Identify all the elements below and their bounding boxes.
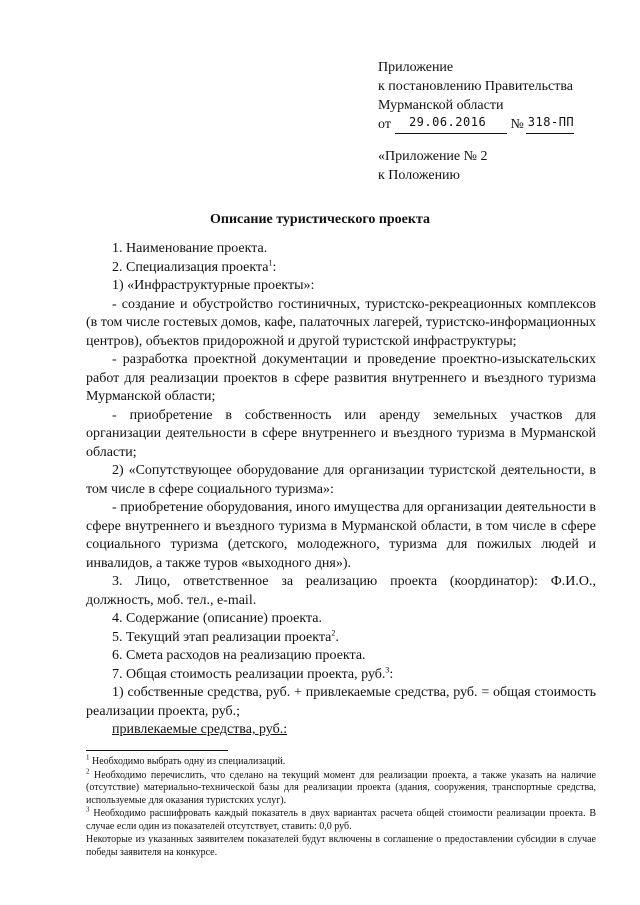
- footnote-ref-2: 2: [331, 627, 336, 637]
- paragraph-13-end: :: [389, 666, 394, 682]
- footnote-2-mark: 2: [86, 767, 90, 776]
- paragraph-8: - приобретение оборудования, иного имущества для организации деятельности в сфере внутреннего и въездного туризма в Мурманской области, в том числе в сфере социального туризма (детского, молодежного, туризма для пожилых людей и инвалидов, а также туров «выходного дня»).: [86, 500, 596, 571]
- appendix-line-2: к Положению: [378, 168, 461, 183]
- footnote-separator: [86, 750, 228, 751]
- footnote-3-mark: 3: [86, 805, 90, 814]
- paragraph-11-text: 5. Текущий этап реализации проекта: [112, 629, 332, 645]
- paragraph-2: [86, 259, 596, 278]
- footnotes: [86, 753, 596, 860]
- footnote-4: Некоторые из указанных заявителем показателей будут включены в соглашение о предоставлении субсидии в случае победы заявителя на конкурсе.: [86, 834, 596, 858]
- footnote-1-text: Необходимо выбрать одну из специализаций.: [89, 756, 286, 767]
- footnote-ref-3: 3: [385, 664, 390, 674]
- footnote-ref-1: 1: [268, 257, 273, 267]
- paragraph-9: 3. Лицо, ответственное за реализацию проекта (координатор): Ф.И.О., должность, моб. тел., e-mail.: [86, 574, 596, 608]
- number-field: [526, 117, 574, 134]
- footnote-3-text: Необходимо расшифровать каждый показатель в двух вариантах расчета общей стоимости реализации проекта. В случае если один из показателей отсутствует, ставить: 0,0 руб.: [86, 808, 596, 832]
- paragraph-3: 1) «Инфраструктурные проекты»:: [112, 278, 315, 293]
- paragraph-12: 6. Смета расходов на реализацию проекта.: [112, 648, 366, 663]
- paragraph-11-end: .: [335, 629, 339, 645]
- approval-header: [378, 58, 618, 134]
- header-line-2: к постановлению Правительства: [378, 79, 574, 94]
- paragraph-13-text: 7. Общая стоимость реализации проекта, руб.: [112, 666, 386, 682]
- appendix-line-1: «Приложение № 2: [378, 149, 488, 164]
- date-field: [395, 117, 507, 134]
- paragraph-2-end: :: [272, 259, 277, 275]
- appendix-reference: [378, 147, 488, 185]
- footnote-1: [86, 753, 596, 769]
- attracted-funds-heading: привлекаемые средства, руб.:: [112, 722, 288, 737]
- paragraph-7: 2) «Сопутствующее оборудование для организации туристской деятельности, в том числе в сфере социального туризма»:: [86, 463, 596, 497]
- header-date-number-line: [378, 115, 618, 134]
- header-line-3: Мурманской области: [378, 98, 504, 113]
- footnote-2: [86, 767, 596, 808]
- document-body: [86, 240, 596, 740]
- paragraph-10: 4. Содержание (описание) проекта.: [112, 611, 322, 626]
- from-label: от: [378, 117, 391, 132]
- paragraph-11: [86, 629, 596, 648]
- number-value: 318-ПП: [527, 115, 575, 129]
- number-label: №: [510, 117, 524, 132]
- paragraph-13: [86, 666, 596, 685]
- date-value: 29.06.2016: [408, 115, 487, 129]
- footnote-1-mark: 1: [86, 753, 90, 762]
- header-line-1: Приложение: [378, 60, 454, 75]
- paragraph-14: 1) собственные средства, руб. + привлекаемые средства, руб. = общая стоимость реализации проекта, руб.;: [86, 685, 596, 719]
- footnote-2-text: Необходимо перечислить, что сделано на текущий момент для реализации проекта, а также указать на наличие (отсутствие) материально-технической базы для реализации проекта (здания, сооружения, транспортные средства, используемые для оказания туристских услуг).: [86, 769, 596, 806]
- paragraph-15: [86, 721, 596, 740]
- paragraph-1: 1. Наименование проекта.: [112, 241, 268, 256]
- paragraph-2-text: 2. Специализация проекта: [112, 259, 269, 275]
- paragraph-5: - разработка проектной документации и проведение проектно-изыскательских работ для реализации проектов в сфере развития внутреннего и въездного туризма Мурманской области;: [86, 352, 596, 404]
- footnote-3: [86, 805, 596, 833]
- document-title: Описание туристического проекта: [209, 212, 431, 227]
- paragraph-6: - приобретение в собственность или аренду земельных участков для организации деятельности в сфере внутреннего и въездного туризма в Мурманской области;: [86, 407, 596, 460]
- paragraph-4: - создание и обустройство гостиничных, туристско-рекреационных комплексов (в том числе гостевых домов, кафе, палаточных лагерей, туристско-информационных центров), объектов придорожной и другой туристской инфраструктуры;: [86, 296, 596, 349]
